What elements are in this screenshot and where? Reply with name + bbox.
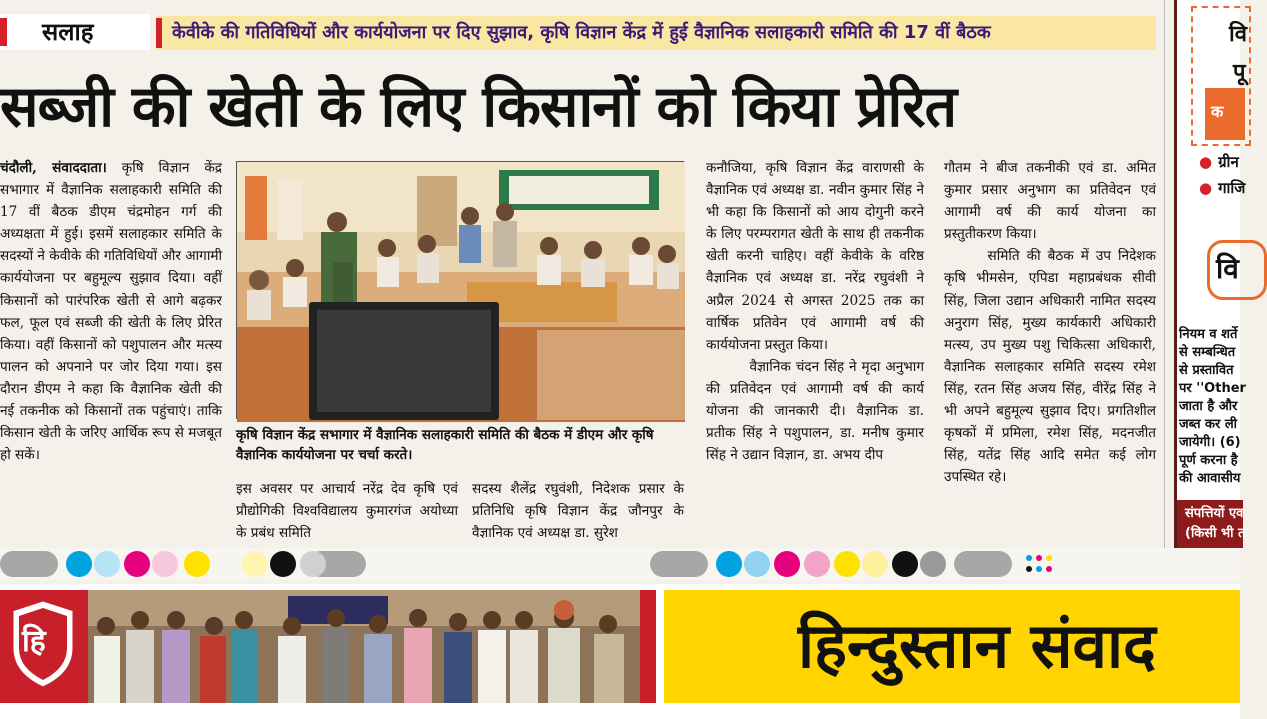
ad-orange-text: क [1211,102,1224,121]
ad-heading-line-1: वि [1229,22,1247,47]
ad-notice [1179,326,1246,488]
section-tag [0,14,150,50]
print-gray-bar [954,551,1012,577]
dateline: चंदौली, संवाददाता। [0,160,107,176]
logo-letter: हि [22,624,46,659]
article-paragraph: समिति की बैठक में उप निदेशक कृषि भीमसेन, एपिडा महाप्रबंधक सीवी सिंह, जिला उद्यान अधिकारी नामित सदस्य अनुराग सिंह, मुख्य कार्यकारी अधिकारी मत्स्य, उप मुख्य पशु चिकित्सा अधिकारी, वैज्ञानिक सलाहकार समिति सदस्य रमेश सिंह, रतन सिंह अजय सिंह, वीरेंद्र सिंह ने भी अपने बहुमूल्य सुझाव दिए। प्रगतिशील कृषकों में प्रमिला, रमेश सिंह, मदनजीत सिंह, यतेंद्र सिंह आदि समेत कई लोग उपस्थित रहे। [944,248,1156,486]
ad-notice-line: पूर्ण करना है [1179,453,1238,468]
ad-bullet-text: गाजि [1218,179,1246,197]
article-paragraph: गौतम ने बीज तकनीकी एवं डा. अमित कुमार प्रसार अनुभाग का प्रतिवेदन एवं आगामी वर्ष की कार्य योजना का प्रस्तुतीकरण किया। [944,160,1156,243]
ad-rounded-badge: वि [1207,240,1267,300]
ad-bullet [1199,178,1245,198]
article-column-5 [944,157,1156,488]
print-gray-bar [0,551,58,577]
section-tag-bar [0,18,7,46]
section-tag-label: सलाह [42,18,94,46]
ad-bullet [1199,152,1239,172]
ad-notice-line: नियम व शर्ते [1179,327,1238,342]
print-color-swatch [184,551,210,577]
print-color-swatch [242,551,268,577]
banner-yellow-band [664,590,1240,703]
registration-dots-icon [1024,553,1054,575]
print-color-swatch [94,551,120,577]
bullet-dot-icon: ● [1199,179,1213,197]
print-color-swatch [124,551,150,577]
print-color-swatch [152,551,178,577]
print-color-swatch [862,551,888,577]
news-photo [236,161,684,419]
print-color-swatch [270,551,296,577]
ad-notice-line: जायेगी। (6) [1179,435,1241,450]
article-column-3 [472,478,684,544]
kicker-bar [156,18,162,48]
photo-caption: कृषि विज्ञान केंद्र सभागार में वैज्ञानिक सलाहकारी समिति की बैठक में डीएम और कृषि वैज्ञानिक कार्ययोजना पर चर्चा करते। [236,427,654,463]
ad-heading-line-2: पू [1233,60,1246,85]
article-paragraph: इस अवसर पर आचार्य नरेंद्र देव कृषि एवं प्रौद्योगिकी विश्वविद्यालय कुमारगंज अयोध्या के प्रबंध समिति [236,481,458,542]
ad-notice-line: से प्रस्तावित [1179,363,1234,378]
news-photo-illustration [237,162,685,420]
ad-bullet-text: ग्रीन [1218,153,1239,171]
bullet-dot-icon: ● [1199,153,1213,171]
ad-footer [1177,500,1246,548]
hindustan-logo [8,598,78,690]
article-column-1 [0,157,222,466]
article-paragraph: वैज्ञानिक चंदन सिंह ने मृदा अनुभाग की प्रतिवेदन एवं आगामी वर्ष की कार्य योजना की जानकारी दी। वैज्ञानिक डा. प्रतीक सिंह ने पशुपालन, डा. मनीष कुमार सिंह ने उद्यान विज्ञान, डा. अभय दीप [706,358,924,464]
print-color-swatch [892,551,918,577]
ad-notice-line: जब्त कर ली [1179,417,1238,432]
brand-text: हिन्दुस्तान संवाद [798,609,1156,682]
print-color-swatch [774,551,800,577]
headline: सब्जी की खेती के लिए किसानों को किया प्रेरित [0,74,957,140]
kicker-strip [156,16,1156,50]
article-column-4 [706,157,924,466]
ad-orange-block [1205,88,1245,140]
registration-dots [1024,553,1054,575]
ad-notice-line: से सम्बन्धित [1179,345,1236,360]
column-divider [1164,0,1165,548]
group-photo [88,590,640,703]
print-color-swatch [300,551,326,577]
article-paragraph: कनौजिया, कृषि विज्ञान केंद्र वाराणसी के वैज्ञानिक एवं अध्यक्ष डा. नवीन कुमार सिंह ने भी कहा कि किसानों को आय दोगुनी करने के लिए परम्परागत खेती के साथ ही तकनीक खेती करनी चाहिए। वहीं केवीके के वरिष्ठ वैज्ञानिक एवं अध्यक्ष डा. नरेंद्र रघुवंशी ने अप्रैल 2024 से अगस्त 2025 तक का वार्षिक प्रतिवेन एवं आगामी वर्ष की कार्ययोजना प्रस्तुत किया। [706,160,924,353]
ad-notice-line: जाता है और [1179,399,1238,414]
print-gray-bar [650,551,708,577]
group-photo-illustration [88,590,640,703]
kicker-text: केवीके की गतिविधियों और कार्ययोजना पर दिए सुझाव, कृषि विज्ञान केंद्र में हुई वैज्ञानिक सलाहकारी समिति की 17 वीं बैठक [172,22,991,43]
print-color-swatch [834,551,860,577]
ad-footer-line: (किसी भी त [1185,526,1246,541]
article-paragraph: सदस्य शैलेंद्र रघुवंशी, निदेशक प्रसार के प्रतिनिधि कृषि विज्ञान केंद्र जौनपुर के वैज्ञानिक एवं अध्यक्ष डा. सुरेश [472,481,684,542]
ad-notice-line: की आवासीय [1179,471,1241,486]
print-color-swatch [804,551,830,577]
ad-notice-line: पर ''Other [1179,381,1246,396]
article-paragraph: कृषि विज्ञान केंद्र सभागार में वैज्ञानिक सलाहकारी समिति की 17 वीं बैठक डीएम चंद्रमोहन गर्ग की अध्यक्षता में हुई। इसमें सलाहकार समिति के सदस्यों ने केवीके की गतिविधियों और आगामी कार्ययोजना पर बहुमूल्य सुझाव दिया। वहीं किसानों को पारंपरिक खेती से आगे बढ़कर फल, फूल एवं सब्जी की खेती के लिए प्रेरित किया। वहीं किसानों को पशुपालन और मत्स्य पालन को अपनाने पर जोर दिया गया। इस दौरान डीएम ने कहा कि वैज्ञानिक खेती की नई तकनीक को किसानों तक पहुंचाएं। ताकि किसान खेती के जरिए आर्थिक रूप से मजबूत हो सकें। [0,160,222,464]
ad-footer-line: संपत्तियों एव [1185,506,1244,521]
print-color-swatch [744,551,770,577]
print-color-swatch [716,551,742,577]
print-color-swatch [66,551,92,577]
article-column-2 [236,478,458,544]
print-color-swatch [920,551,946,577]
side-advertisement [1174,0,1247,548]
